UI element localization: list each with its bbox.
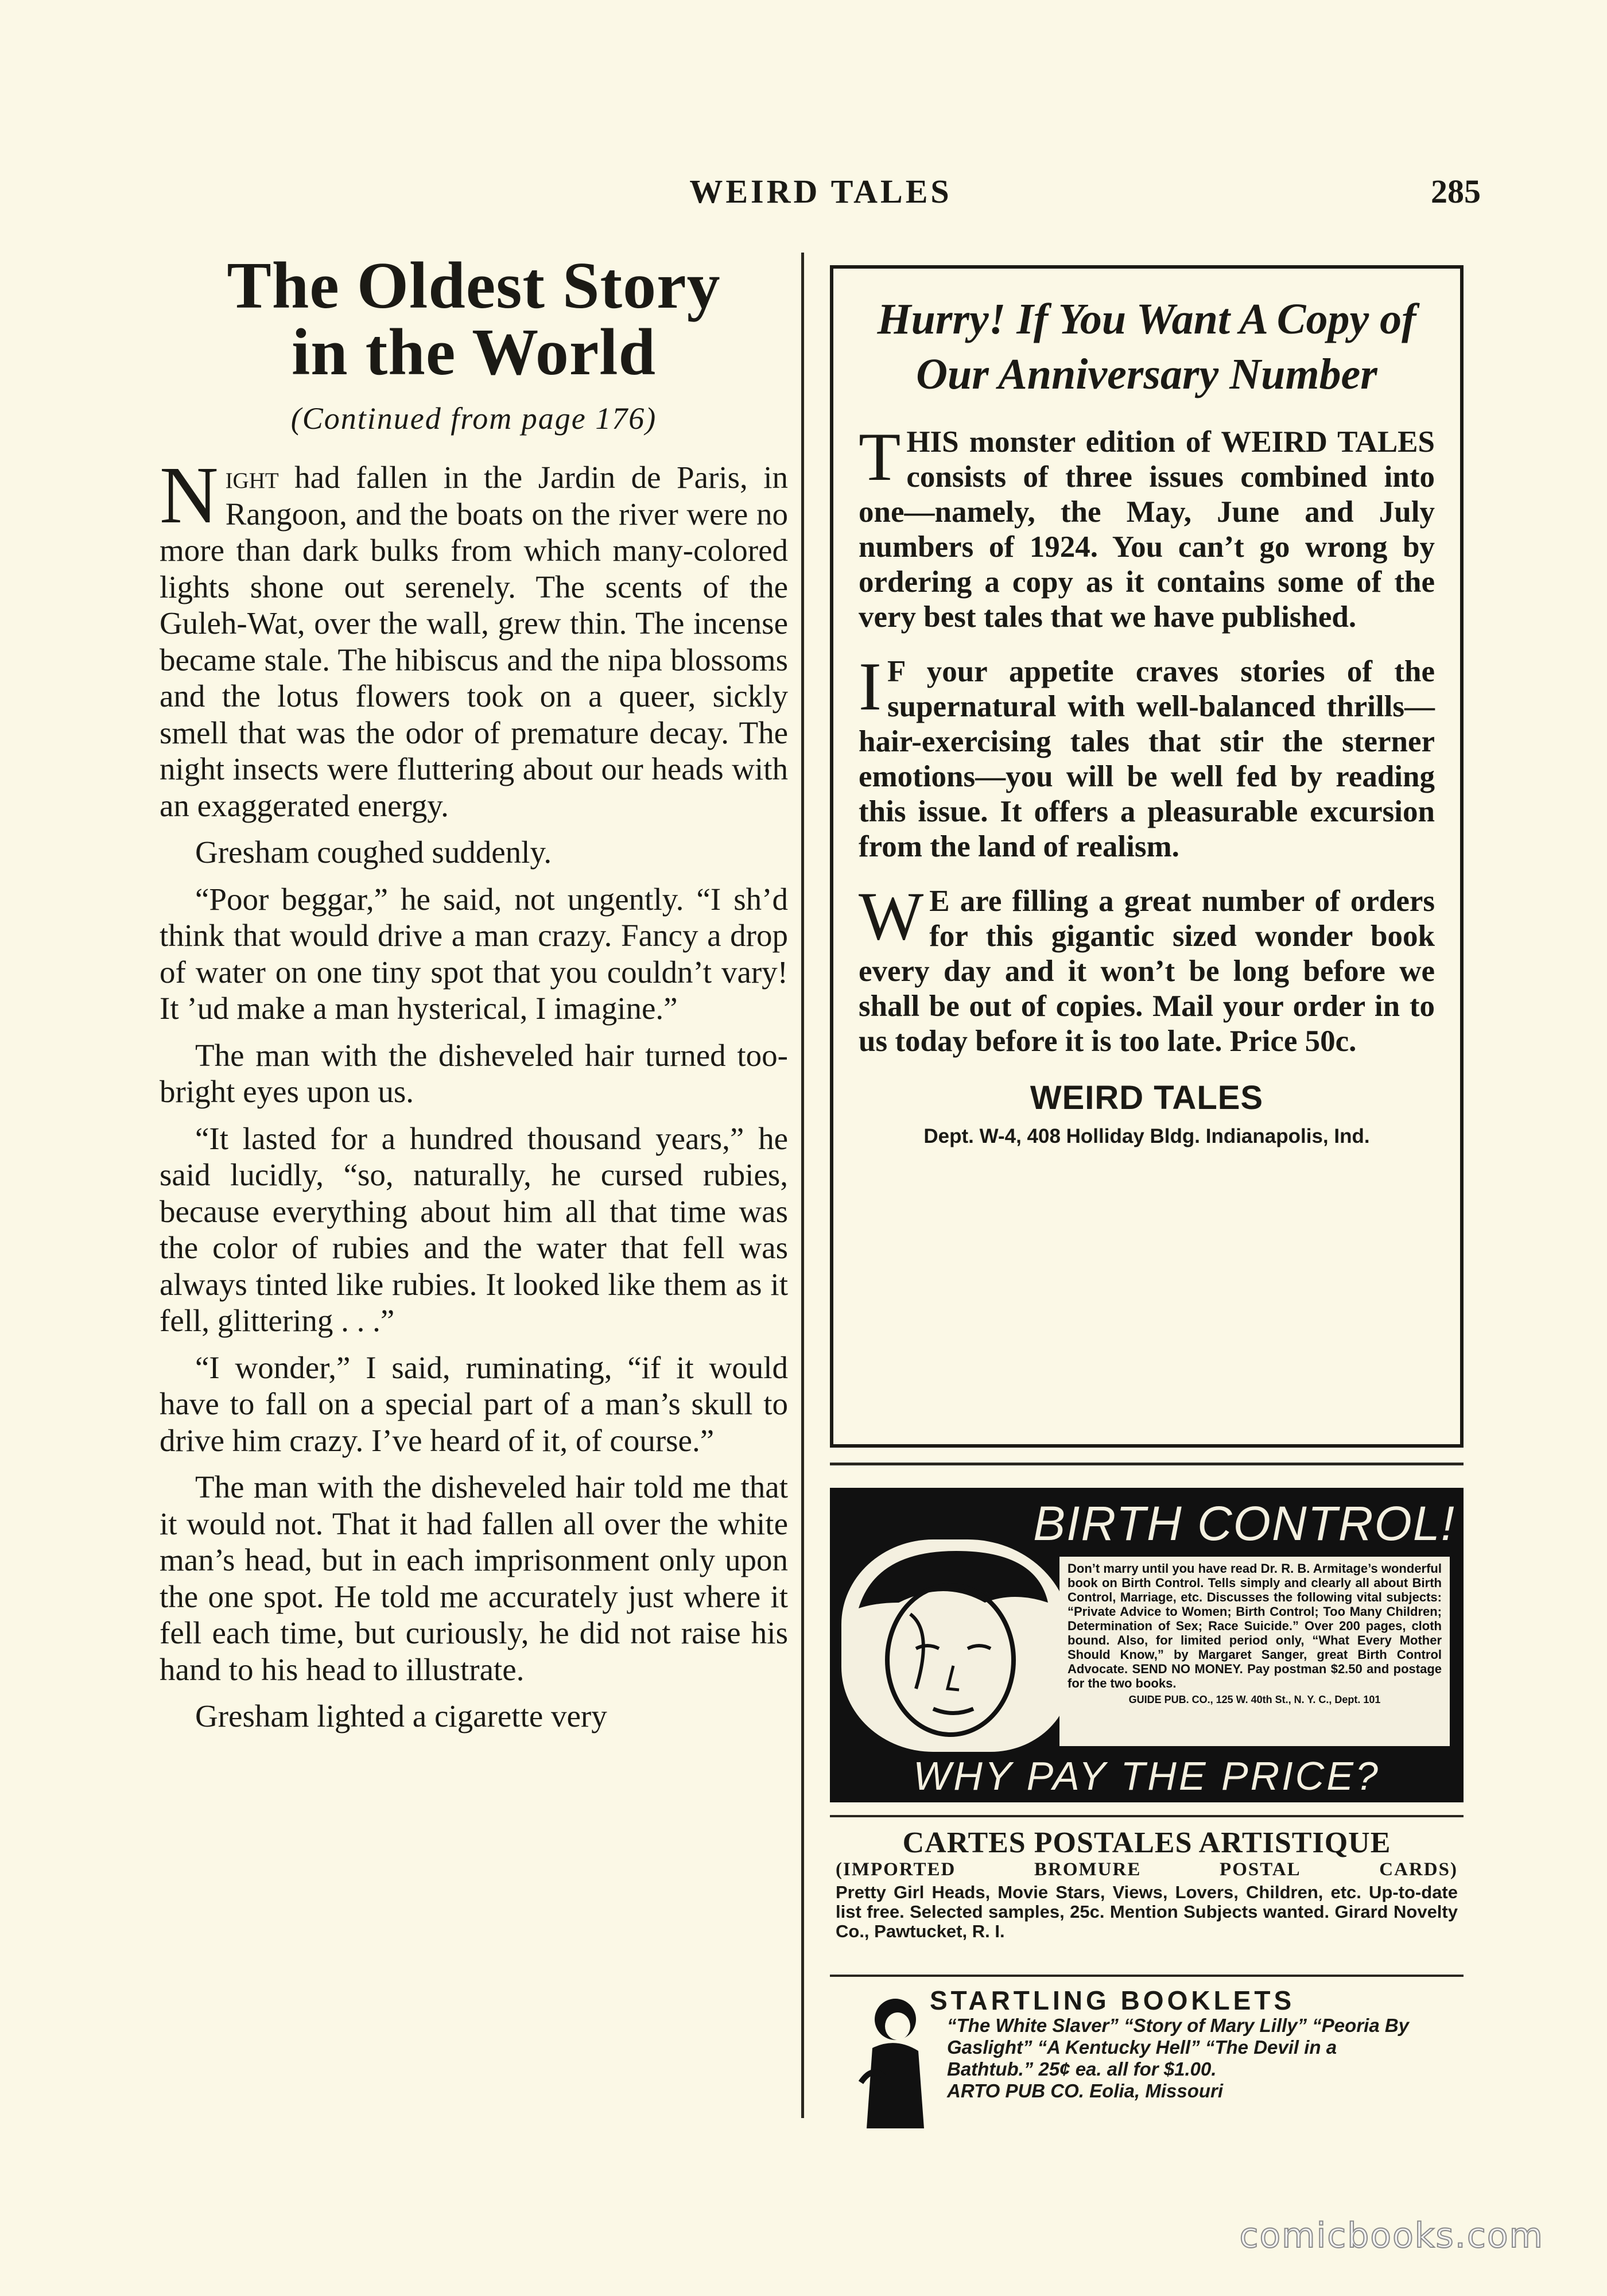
story-paragraph: The man with the disheveled hair told me that it would not. That it had fallen all over the white man’s head, but in each imprisonment only upon the one spot. He told me accurately just where it fell each time, but curiously, he did not raise his hand to his head to illustrate. bbox=[160, 1469, 788, 1687]
figure-drawing bbox=[849, 1996, 936, 2128]
drop-cap: N bbox=[160, 449, 219, 540]
page-number: 285 bbox=[1431, 173, 1481, 210]
postcards-ad bbox=[836, 1828, 1458, 1941]
portrait-drawing bbox=[841, 1539, 1071, 1752]
ad-paragraph bbox=[859, 418, 1435, 635]
story-paragraph bbox=[160, 449, 788, 824]
anniversary-ad-box bbox=[830, 265, 1464, 1448]
story-paragraph: Gresham coughed suddenly. bbox=[195, 835, 552, 870]
birth-control-headline: BIRTH CONTROL! bbox=[1033, 1496, 1455, 1550]
paragraph-text: F your appetite craves stories of the supernatural with well-balanced thrills—hair-exercising tales that stir the sterner emotions—you will be well fed by reading this issue. It offers a pleasurable excursion from the land of realism. bbox=[859, 655, 1435, 863]
drop-cap: T bbox=[859, 418, 901, 495]
postcards-ad-body: Pretty Girl Heads, Movie Stars, Views, Lovers, Children, etc. Up-to-date list free. Selected samples, 25c. Mention Subjects wanted. Girard Novelty Co., Pawtucket, R. I. bbox=[836, 1882, 1458, 1941]
story-paragraph: Gresham lighted a cigarette very bbox=[195, 1698, 607, 1733]
drop-cap: W bbox=[859, 878, 924, 954]
postcards-ad-title: CARTES POSTALES ARTISTIQUE bbox=[902, 1826, 1391, 1859]
postcards-ad-subtitle bbox=[836, 1859, 1458, 1880]
ad-divider bbox=[830, 1815, 1464, 1817]
anniversary-ad-title: Hurry! If You Want A Copy of Our Anniversary Number bbox=[877, 295, 1416, 398]
birth-control-ad bbox=[830, 1488, 1464, 1802]
column-divider bbox=[801, 253, 804, 2118]
booklets-publisher: ARTO PUB CO. Eolia, Missouri bbox=[947, 2080, 1224, 2101]
booklets-ad-title: STARTLING BOOKLETS bbox=[930, 1985, 1295, 2015]
paragraph-text: had fallen in the Jardin de Paris, in Rangoon, and the boats on the river were no more than dark bulks from which many-colored lights shone out serenely. The scents of the Guleh-Wat, over the wall, grew thin. The incense became stale. The hibiscus and the nipa blossoms and the lotus flowers took on a queer, sickly smell that was the odor of premature decay. The night insects were fluttering about our heads with an exaggerated energy. bbox=[160, 460, 788, 823]
subtitle-word: BROMURE bbox=[1034, 1859, 1142, 1880]
story-title bbox=[160, 249, 788, 389]
ad-paragraph bbox=[859, 878, 1435, 1059]
birth-control-tagline: WHY PAY THE PRICE? bbox=[913, 1754, 1380, 1798]
subtitle-word: POSTAL bbox=[1220, 1859, 1301, 1880]
running-header-title: WEIRD TALES bbox=[689, 173, 952, 210]
ad-paragraph bbox=[859, 648, 1435, 864]
story-paragraph: “Poor beggar,” he said, not ungently. “I sh’d think that would drive a man crazy. Fancy a drop of water on one tiny spot that you couldn’t vary! It ’ud make a man hysterical, I imagine.” bbox=[160, 881, 788, 1026]
booklets-ad-body bbox=[947, 2015, 1418, 2102]
continued-note: (Continued from page 176) bbox=[290, 401, 657, 436]
woman-portrait-illustration bbox=[841, 1539, 1071, 1752]
story-paragraph: “I wonder,” I said, ruminating, “if it would have to fall on a special part of a man’s skull to drive him crazy. I’ve heard of it, of course.” bbox=[160, 1349, 788, 1458]
site-watermark: comicbooks.com bbox=[1239, 2216, 1544, 2256]
ad-signature: WEIRD TALES bbox=[1030, 1079, 1264, 1116]
story-title-line-1: The Oldest Story bbox=[227, 249, 721, 323]
drop-cap: I bbox=[859, 648, 882, 724]
birth-control-address: GUIDE PUB. CO., 125 W. 40th St., N. Y. C., Dept. 101 bbox=[1128, 1694, 1381, 1705]
booklets-list: “The White Slaver” “Story of Mary Lilly” “Peoria By Gaslight” “A Kentucky Hell” “The Devil in a Bathtub.” 25¢ ea. all for $1.00. bbox=[947, 2015, 1410, 2080]
small-caps-lead: ight bbox=[225, 460, 279, 495]
story-column bbox=[160, 249, 788, 1745]
story-paragraph: The man with the disheveled hair turned too-bright eyes upon us. bbox=[160, 1037, 788, 1109]
story-paragraph: “It lasted for a hundred thousand years,” he said lucidly, “so, naturally, he cursed rubies, because everything about him all that time was the color of rubies and the water that fell was always tinted like rubies. It looked like them as it fell, glittering . . .” bbox=[160, 1120, 788, 1338]
birth-control-body bbox=[1059, 1557, 1450, 1746]
subtitle-word: CARDS) bbox=[1379, 1859, 1458, 1880]
woman-figure-illustration bbox=[849, 1996, 936, 2128]
booklets-ad bbox=[849, 1985, 1423, 2128]
paragraph-text: E are filling a great number of orders for this gigantic sized wonder book every day and it won’t be long before we shall be out of copies. Mail your order in to us today before it is too late. Price 50c. bbox=[859, 885, 1435, 1058]
paragraph-text: HIS monster edition of WEIRD TALES consists of three issues combined into one—namely, the May, June and July numbers of 1924. You can’t go wrong by ordering a copy as it contains some of the very best tales that we have published. bbox=[859, 425, 1435, 634]
ad-address: Dept. W-4, 408 Holliday Bldg. Indianapolis, Ind. bbox=[923, 1125, 1370, 1147]
ad-divider bbox=[830, 1975, 1464, 1977]
subtitle-word: (IMPORTED bbox=[836, 1859, 956, 1880]
story-title-line-2: in the World bbox=[291, 316, 657, 389]
birth-control-text: Don’t marry until you have read Dr. R. B. Armitage’s wonderful book on Birth Control. Tells simply and clearly all about Birth Control, Marriage, etc. Discusses the following vital subjects: “Private Advice to Women; Birth Control; Too Many Children; Determination of Sex; Race Suicide.” Over 200 pages, cloth bound. Also, for limited period only, “What Every Mother Should Know,” by Margaret Sanger, great Birth Control Advocate. SEND NO MONEY. Pay postman $2.50 and postage for the two books. bbox=[1068, 1561, 1442, 1690]
ad-divider bbox=[830, 1463, 1464, 1465]
